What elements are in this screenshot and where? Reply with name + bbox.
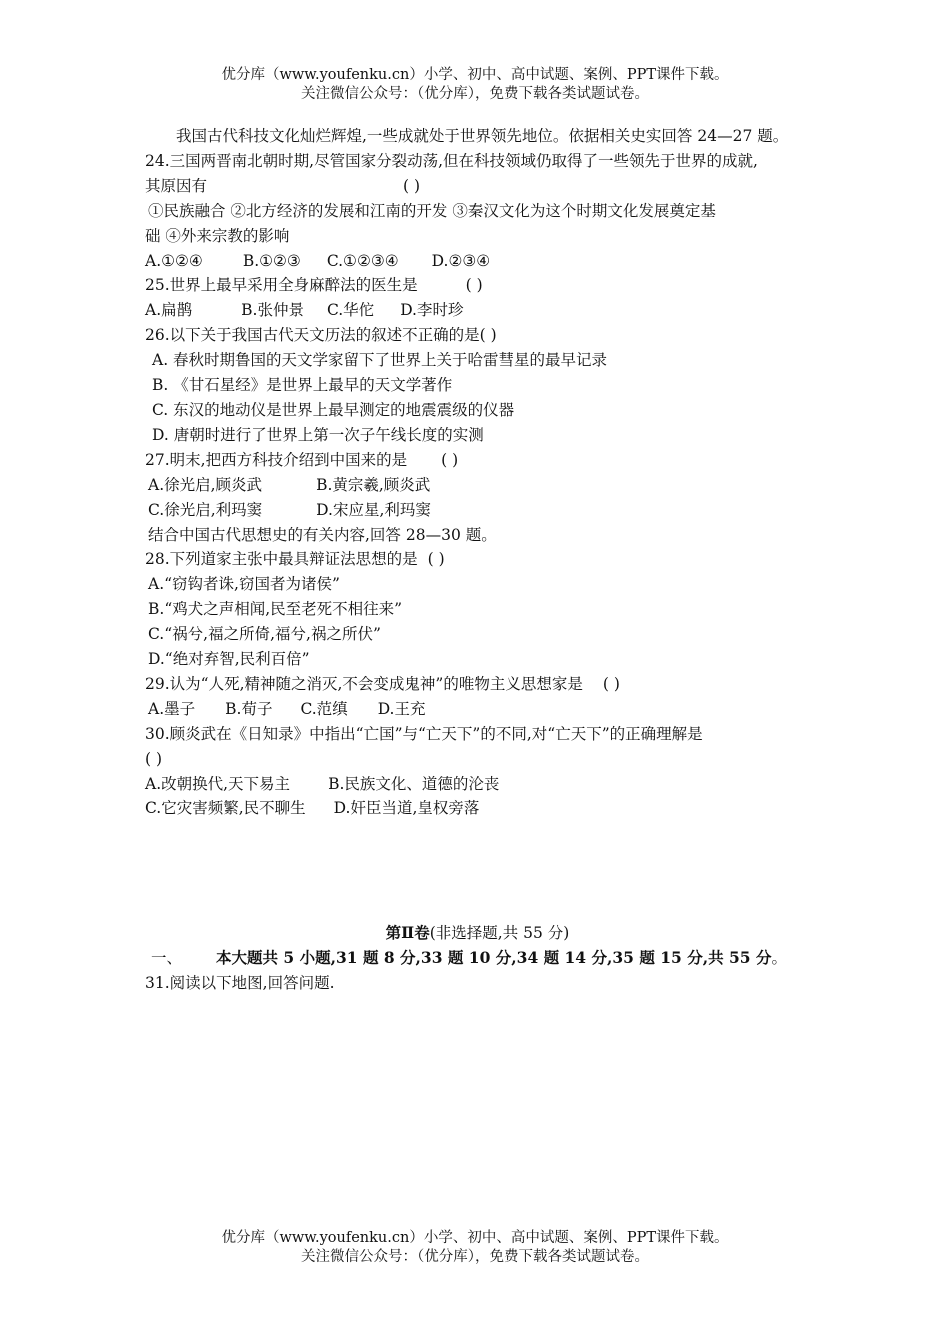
q30-options-row-2 [145, 796, 810, 821]
q24-stem-line-2 [145, 174, 810, 199]
intro-28-30: 结合中国古代思想史的有关内容,回答 28—30 题。 [148, 525, 497, 544]
q26-option-a: A. 春秋时期鲁国的天文学家留下了世界上关于哈雷彗星的最早记录 [152, 351, 608, 370]
header-line-2: 关注微信公众号：（优分库），免费下载各类试题试卷。 [301, 86, 649, 102]
q29-stem [145, 672, 810, 697]
part-number: 一、 [151, 949, 183, 968]
q30-stem-line-2: ( ) [145, 749, 163, 768]
q28-option-a: A.“窃钩者诛,窃国者为诸侯” [148, 575, 340, 594]
part-description: 本大题共 5 小题,31 题 8 分,33 题 10 分,34 题 14 分,35 题 15 分,共 55 分 [216, 948, 772, 968]
q30-option-c: C.它灾害频繁,民不聊生 [145, 799, 306, 818]
q25-options [145, 298, 810, 323]
q29-options [145, 697, 810, 722]
section-2-title-rest: (非选择题,共 55 分) [429, 924, 570, 943]
q25-stem-text: 25.世界上最早采用全身麻醉法的医生是 [145, 276, 418, 295]
header-line-1: 优分库（www.youfenku.cn）小学、初中、高中试题、案例、PPT课件下载。 [221, 67, 729, 83]
q24-items-line-2: 础 ④外来宗教的影响 [145, 226, 290, 245]
vertical-spacer [145, 821, 810, 921]
q29-option-c: C.范缜 [300, 699, 348, 718]
q29-stem-text: 29.认为“人死,精神随之消灭,不会变成鬼神”的唯物主义思想家是 [145, 674, 583, 693]
document-body [145, 124, 810, 996]
q24-options [145, 249, 810, 274]
q29-bracket: ( ) [602, 674, 620, 693]
q27-options-row-1 [145, 473, 810, 498]
q28-stem [145, 547, 810, 572]
q27-bracket: ( ) [441, 450, 459, 469]
q27-stem [145, 448, 810, 473]
q24-stem-line-2-text: 其原因有 [145, 176, 208, 195]
q24-option-c: C.①②③④ [326, 251, 399, 270]
q24-option-b: B.①②③ [242, 251, 301, 270]
q31-stem: 31.阅读以下地图,回答问题. [145, 974, 335, 993]
q24-bracket: ( ) [403, 176, 421, 195]
part-end-mark: 。 [771, 949, 787, 968]
q28-stem-text: 28.下列道家主张中最具辩证法思想的是 [145, 550, 418, 569]
q30-stem-line-1: 30.顾炎武在《日知录》中指出“亡国”与“亡天下”的不同,对“亡天下”的正确理解是 [145, 724, 703, 743]
q27-option-d: D.宋应星,利玛窦 [316, 500, 431, 519]
q28-option-c: C.“祸兮,福之所倚,福兮,祸之所伏” [148, 625, 381, 644]
q28-bracket: ( ) [427, 550, 445, 569]
q28-option-b: B.“鸡犬之声相闻,民至老死不相往来” [148, 600, 403, 619]
section-2-title-bold: 第Ⅱ卷 [385, 923, 430, 943]
q29-option-d: D.王充 [377, 699, 426, 718]
q27-options-row-2 [145, 498, 810, 523]
q26-option-d: D. 唐朝时进行了世界上第一次子午线长度的实测 [152, 425, 484, 444]
section-2-title [145, 921, 810, 946]
q26-stem: 26.以下关于我国古代天文历法的叙述不正确的是( ) [145, 326, 497, 345]
intro-24-27: 我国古代科技文化灿烂辉煌,一些成就处于世界领先地位。依据相关史实回答 24—27 题。 [176, 127, 789, 145]
q29-option-b: B.荀子 [225, 699, 273, 718]
q30-option-a: A.改朝换代,天下易主 [145, 774, 291, 793]
q30-options-row-1 [145, 772, 810, 797]
q24-items-line-1: ①民族融合 ②北方经济的发展和江南的开发 ③秦汉文化为这个时期文化发展奠定基 [148, 201, 716, 220]
q26-option-c: C. 东汉的地动仪是世界上最早测定的地震震级的仪器 [152, 400, 515, 419]
q25-bracket: ( ) [465, 276, 483, 295]
q25-stem [145, 273, 810, 298]
q30-option-b: B.民族文化、道德的沦丧 [328, 774, 500, 793]
q24-option-d: D.②③④ [431, 251, 491, 270]
q25-option-c: C.华佗 [326, 301, 375, 320]
q25-option-a: A.扁鹊 [145, 301, 193, 320]
q29-option-a: A.墨子 [148, 699, 196, 718]
footer-line-1: 优分库（www.youfenku.cn）小学、初中、高中试题、案例、PPT课件下载。 [221, 1230, 729, 1246]
q28-option-d: D.“绝对弃智,民利百倍” [148, 650, 310, 669]
q25-option-b: B.张仲景 [241, 301, 304, 320]
q24-option-a: A.①②④ [145, 251, 203, 270]
q26-option-b: B. 《甘石星经》是世界上最早的天文学著作 [152, 376, 453, 395]
page-footer [0, 1229, 950, 1267]
q27-option-b: B.黄宗羲,顾炎武 [316, 475, 431, 494]
q27-option-c: C.徐光启,利玛窦 [148, 500, 263, 519]
section-2-part-heading [145, 946, 810, 971]
q27-option-a: A.徐光启,顾炎武 [148, 475, 263, 494]
page-header [0, 66, 950, 104]
q27-stem-text: 27.明末,把西方科技介绍到中国来的是 [145, 450, 408, 469]
q24-stem-line-1: 24.三国两晋南北朝时期,尽管国家分裂动荡,但在科技领域仍取得了一些领先于世界的成就, [145, 151, 758, 170]
q30-option-d: D.奸臣当道,皇权旁落 [333, 799, 480, 818]
footer-line-2: 关注微信公众号：（优分库），免费下载各类试题试卷。 [301, 1249, 649, 1265]
q25-option-d: D.李时珍 [400, 301, 464, 320]
